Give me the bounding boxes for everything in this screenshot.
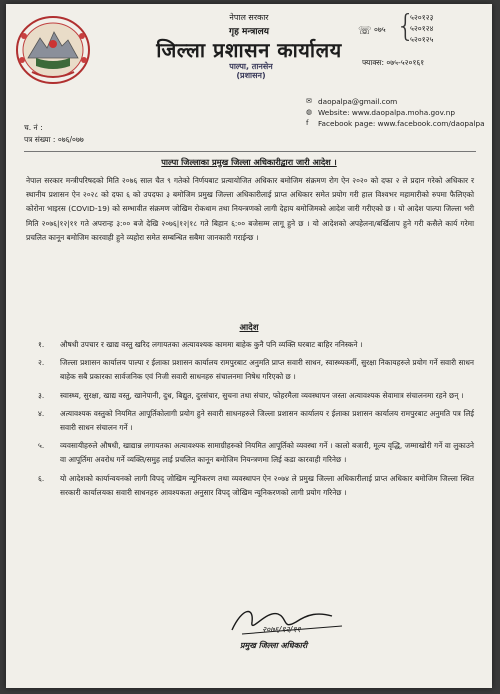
- telephone-block: [358, 10, 488, 52]
- signatory-title: प्रमुख जिल्ला अधिकारी: [240, 641, 308, 650]
- order-number: ५.: [38, 441, 45, 451]
- order-number: २.: [38, 358, 45, 368]
- reference-block: [24, 122, 84, 146]
- website-link[interactable]: Website: www.daopalpa.moha.gov.np: [318, 108, 455, 117]
- signature-date: २०७६/१२/११: [262, 625, 301, 634]
- ministry-name: गृह मन्त्रालय: [229, 27, 269, 37]
- order-text: जिल्ला प्रशासन कार्यालय पाल्पा र ईलाका प्रशासन कार्यालय रामपुरबाट अनुमति प्राप्त सवारी साधन, स्वास्थ्यकर्मी, सुरक्षा निकायहरुले प्रयोग गर्ने सवारी साधन बाहेक सबै प्रकारका सार्वजनिक एवं निजी सवारी साधनहरु संचालनमा निषेध गरिएको छ ।: [60, 358, 474, 382]
- order-heading: आदेश: [239, 323, 259, 333]
- contact-info: [306, 96, 485, 129]
- office-title: जिल्ला प्रशासन कार्यालय: [156, 38, 342, 62]
- order-number: ३.: [38, 390, 45, 400]
- signature-area: [222, 600, 372, 670]
- stamp-line: (प्रशासन): [236, 71, 266, 80]
- header-divider: [24, 151, 476, 152]
- order-list: [26, 338, 474, 504]
- gov-name: नेपाल सरकार: [229, 13, 269, 22]
- email-address[interactable]: daopalpa@gmail.com: [318, 97, 398, 106]
- order-number: १.: [38, 340, 45, 349]
- facebook-link[interactable]: Facebook page: www.facebook.com/daopalpa: [318, 119, 485, 128]
- order-text: अत्यावश्यक वस्तुको नियमित आपूर्तिकोलागी प्रयोग हुने सवारी साधनहरुले जिल्ला प्रशासन कार्यालय र ईलाका प्रशासन कार्यालय रामपुरबाट अनुमति पत्र लिई सवारी साधन संचालन गर्ने ।: [60, 408, 474, 433]
- office-stamp: [206, 62, 296, 118]
- order-item: [26, 439, 474, 467]
- order-number: ६.: [38, 473, 45, 483]
- order-text: औषधी उपचार र खाद्य वस्तु खरिद लगायतका अत्यावश्यक काममा बाहेक कुनै पनि व्यक्ति घरबाट बाहिर ननिस्कने ।: [60, 340, 363, 349]
- order-item: [26, 407, 474, 435]
- patra-number: पत्र संख्या : ०७६/०७७: [24, 135, 84, 144]
- intro-paragraph: नेपाल सरकार मन्त्रीपरिषदको मिति २०७६ साल चैत ९ गतेको निर्णयबाट प्रत्यायोजित अधिकार बमोजिम संक्रमण रोग ऐन २०२० को दफा २ ले प्रदान गरेको अधिकार र स्थानीय प्रशासन ऐन २०२८ को दफा ६ को उपदफा ३ बमोजिम प्रमुख जिल्ला अधिकारीलाई प्राप्त अधिकार समेत प्रयोग गरी हाल विश्वभर महामारीको रुपमा फैलिएको कोरोना भाइरस (COVID-19) को सम्भावीत संक्रमण जोखिम रोकथाम तथा नियन्त्रणको लागी देहाय बमोजिमको आदेश जारी गरीएको छ । यो आदेश पाल्पा जिल्ला भरी मिति २०७६|१२|११ गते अपरान्ह ३:०० बजे देखि २०७६|१२|१८ गते बिहान ६:०० बजेसम्म लागू हुने छ । यो आदेशको अपहेलना/बर्खिलाप हुने गरी कसैले कार्य गरेमा प्रचलित कानून बमोजिम कारवाही हुने व्यहोरा समेत सम्बन्धित सबैमा जानकारी गराईन्छ ।: [26, 176, 474, 242]
- order-item: [26, 356, 474, 384]
- order-text: यो आदेशको कार्यान्वयनको लागी विपद् जोखिम न्यूनिकरण तथा व्यवस्थापन ऐन २०७४ ले प्रमुख जिल्ला अधिकारीलाई प्राप्त अधिकार बमोजिम जिल्ला स्थित सरकारी कार्यालयका सवारी साधनहरु आवश्यकता अनुसार विपद् जोखिम न्यूनिकरणको लागी प्रयोग गरिनेछ ।: [60, 473, 474, 497]
- order-item: [26, 389, 474, 403]
- order-text: स्वास्थ्य, सुरक्षा, खाद्य वस्तु, खानेपानी, दुध, बिद्युत, दुरसंचार, सुचना तथा संचार, फोहरमैला व्यवस्थापन जस्ता अत्यावश्यक सेवामात्र संचालनमा रहने छन् ।: [60, 390, 464, 400]
- order-number: ४.: [38, 408, 45, 418]
- tel-number: ५२०१२४: [410, 24, 434, 33]
- letter-page: [6, 4, 492, 688]
- order-text: व्यवसायीहरुले औषधी, खाद्यान्न लगायतका अत्यावश्यक सामाग्रीहरुको नियमित आपूर्तिको व्यवस्था गर्ने । कालो बजारी, मूल्य वृद्धि, जम्माखोरी गर्ने वा लुकाउने वा आपूर्तिमा अवरोध गर्ने व्यक्ति/समुह लाई प्रचलित कानून बमोजिम नियन्त्रणमा लिई कडा कारवाही गरिनेछ ।: [60, 441, 474, 465]
- fax-number: फ्याक्स: ०७५-५२०१६१: [362, 58, 425, 67]
- tel-number: ५२०१२३: [410, 13, 434, 22]
- tel-area-code: ०७५: [374, 25, 386, 34]
- brace-icon: {: [396, 9, 416, 44]
- phone-icon: ☏: [358, 24, 372, 37]
- facebook-icon: f: [306, 119, 309, 127]
- globe-icon: ◍: [306, 108, 313, 116]
- stamp-line: पाल्पा, तानसेन: [229, 62, 273, 71]
- cha-number: च. नं :: [24, 123, 43, 132]
- subject-line: पाल्पा जिल्लाका प्रमुख जिल्ला अधिकारीद्वारा जारी आदेश ।: [161, 157, 337, 167]
- order-item: [26, 338, 474, 352]
- order-item: [26, 472, 474, 500]
- email-icon: ✉: [306, 97, 312, 105]
- tel-number: ५२०१२५: [410, 35, 434, 44]
